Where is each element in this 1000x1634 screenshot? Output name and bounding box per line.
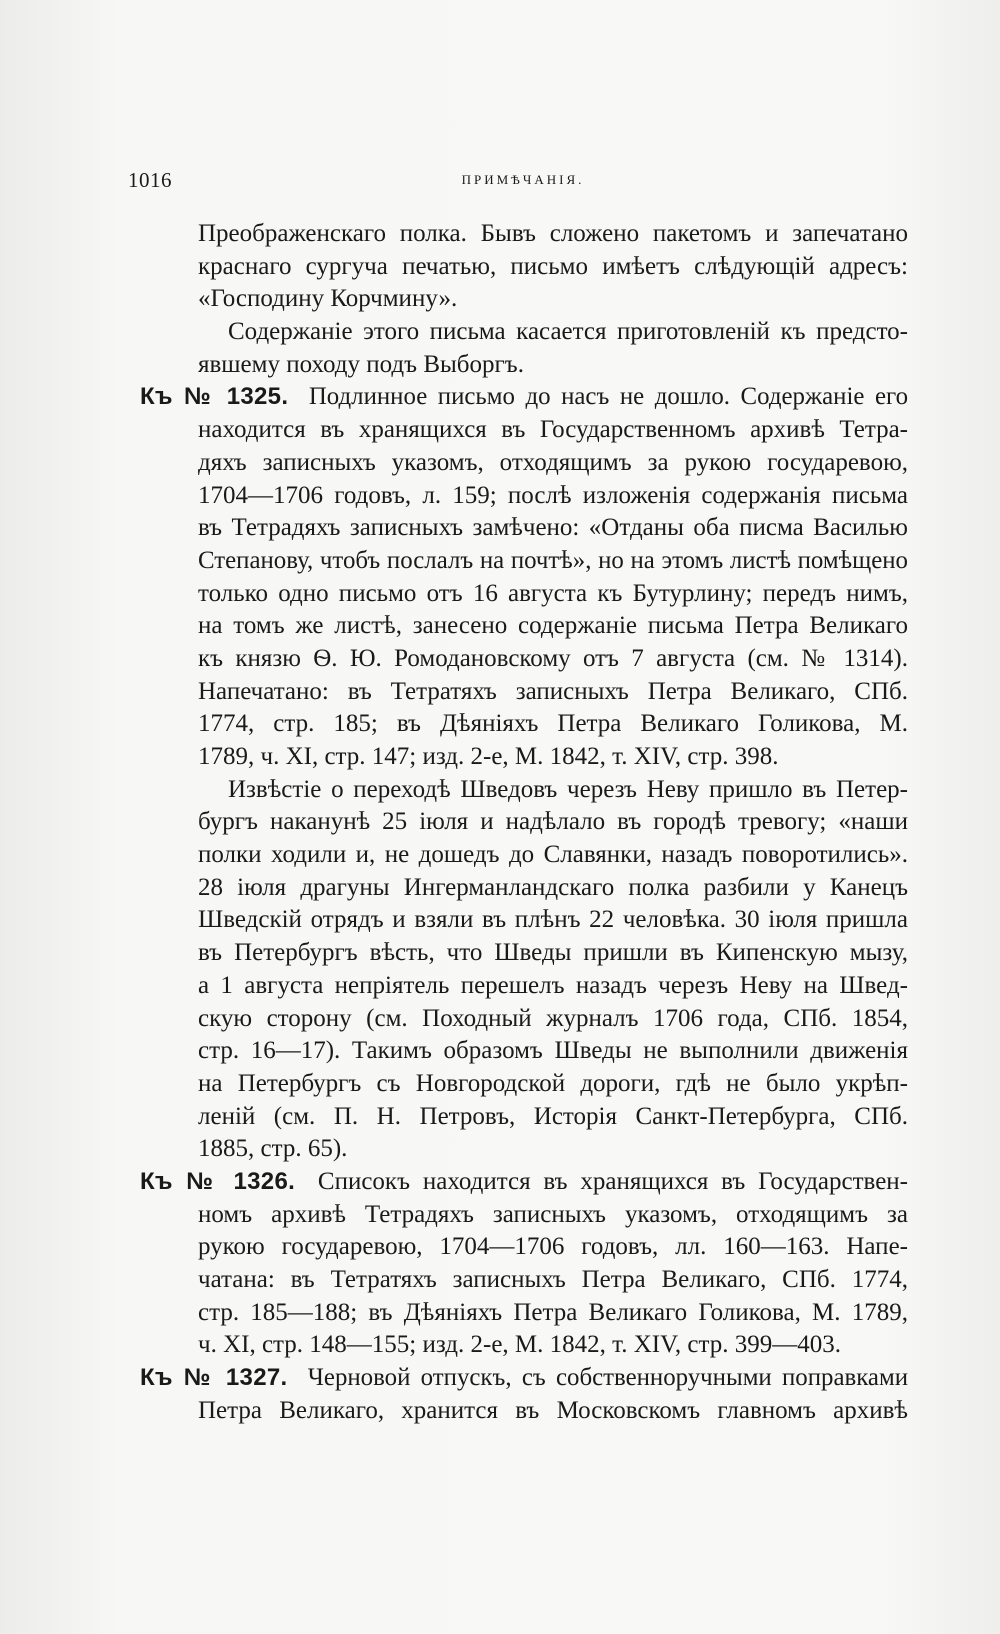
text-line: 1885, стр. 65). xyxy=(198,1135,348,1163)
text-line: Преображенскаго полка. Бывъ сложено пакетомъ и запечатано xyxy=(198,220,908,247)
text-line: бургъ наканунѣ 25 іюля и надѣлало въ городѣ тревогу; «наши xyxy=(198,808,908,836)
running-title: ПРИМѢЧАНІЯ. xyxy=(461,172,585,187)
text-line: Содержаніе этого письма касается приготовленій къ предсто- xyxy=(228,318,908,346)
text-line: рукою государевою, 1704—1706 годовъ, лл. 160—163. Напе- xyxy=(198,1233,908,1261)
text-span: Списокъ находится въ хранящихся въ Государствен- xyxy=(317,1167,908,1195)
page-number: 1016 xyxy=(128,168,172,192)
text-line: леній (см. П. Н. Петровъ, Исторія Санкт-Петербурга, СПб. xyxy=(198,1102,908,1130)
text-line: явшему походу подъ Выборгъ. xyxy=(198,350,524,378)
text-line: на томъ же листѣ, занесено содержаніе письма Петра Великаго xyxy=(198,612,908,640)
text-line: Извѣстіе о переходѣ Шведовъ черезъ Неву пришло въ Петер- xyxy=(228,775,908,803)
text-line: а 1 августа непріятель перешелъ назадъ черезъ Неву на Швед- xyxy=(198,971,908,999)
entry-label-1325: Къ № 1325. xyxy=(140,383,289,411)
text-line: на Петербургъ съ Новгородской дороги, гдѣ не было укрѣп- xyxy=(198,1069,908,1097)
text-line: въ Петербургъ вѣсть, что Шведы пришли въ Кипенскую мызу, xyxy=(198,939,908,967)
text-line: ч. XI, стр. 148—155; изд. 2-е, М. 1842, т. XIV, стр. 399—403. xyxy=(198,1331,841,1359)
page-header xyxy=(128,168,908,192)
text-line: краснаго сургуча печатью, письмо имѣетъ слѣдующій адресъ: xyxy=(198,252,908,280)
entry-label-1327: Къ № 1327. xyxy=(140,1364,288,1392)
text-line: «Господину Корчмину». xyxy=(198,285,458,313)
text-line: въ Тетрадяхъ записныхъ замѣчено: «Отданы оба писма Василью xyxy=(198,514,908,542)
text-line: 1704—1706 годовъ, л. 159; послѣ изложенія содержанія письма xyxy=(198,481,908,509)
text-line: Напечатано: въ Тетратяхъ записныхъ Петра Великаго, СПб. xyxy=(198,677,908,705)
text-line: Шведскій отрядъ и взяли въ плѣнъ 22 человѣка. 30 іюля пришла xyxy=(198,906,908,934)
text-line: стр. 185—188; въ Дѣяніяхъ Петра Великаго Голикова, М. 1789, xyxy=(198,1298,908,1326)
text-line: чатана: въ Тетратяхъ записныхъ Петра Великаго, СПб. 1774, xyxy=(198,1266,908,1293)
text-line: только одно письмо отъ 16 августа къ Бутурлину; передъ нимъ, xyxy=(198,579,908,607)
text-line: дяхъ записныхъ указомъ, отходящимъ за рукою государевою, xyxy=(198,448,908,476)
text-line: къ князю Ѳ. Ю. Ромодановскому отъ 7 августа (см. № 1314). xyxy=(198,644,908,672)
body-text xyxy=(140,218,908,1427)
text-line: 1774, стр. 185; въ Дѣяніяхъ Петра Великаго Голикова, М. xyxy=(198,710,908,738)
text-line: находится въ хранящихся въ Государственномъ архивѣ Тетра- xyxy=(198,416,908,444)
entry-1327-first-line xyxy=(140,1362,908,1395)
entry-label-1326: Къ № 1326. xyxy=(140,1167,296,1195)
text-line: стр. 16—17). Такимъ образомъ Шведы не выполнили движенія xyxy=(198,1037,908,1065)
text-line: 28 іюля драгуны Ингерманландскаго полка разбили у Канецъ xyxy=(198,873,908,901)
text-line: полки ходили и, не дошедъ до Славянки, назадъ поворотились». xyxy=(198,841,908,869)
entry-1325-first-line xyxy=(140,381,908,414)
entry-1326-first-line xyxy=(140,1166,908,1199)
text-span: Подлинное письмо до насъ не дошло. Содержаніе его xyxy=(308,383,909,411)
text-line: Петра Великаго, хранится въ Московскомъ главномъ архивѣ xyxy=(198,1396,908,1424)
text-line: Степанову, чтобъ послалъ на почтѣ», но на этомъ листѣ помѣщено xyxy=(198,546,908,574)
text-line: 1789, ч. XI, стр. 147; изд. 2-е, М. 1842, т. XIV, стр. 398. xyxy=(198,743,779,770)
text-line: номъ архивѣ Тетрадяхъ записныхъ указомъ, отходящимъ за xyxy=(198,1200,908,1228)
text-span: Черновой отпускъ, съ собственноручными поправками xyxy=(307,1364,909,1392)
text-line: скую сторону (см. Походный журналъ 1706 года, СПб. 1854, xyxy=(198,1004,908,1032)
